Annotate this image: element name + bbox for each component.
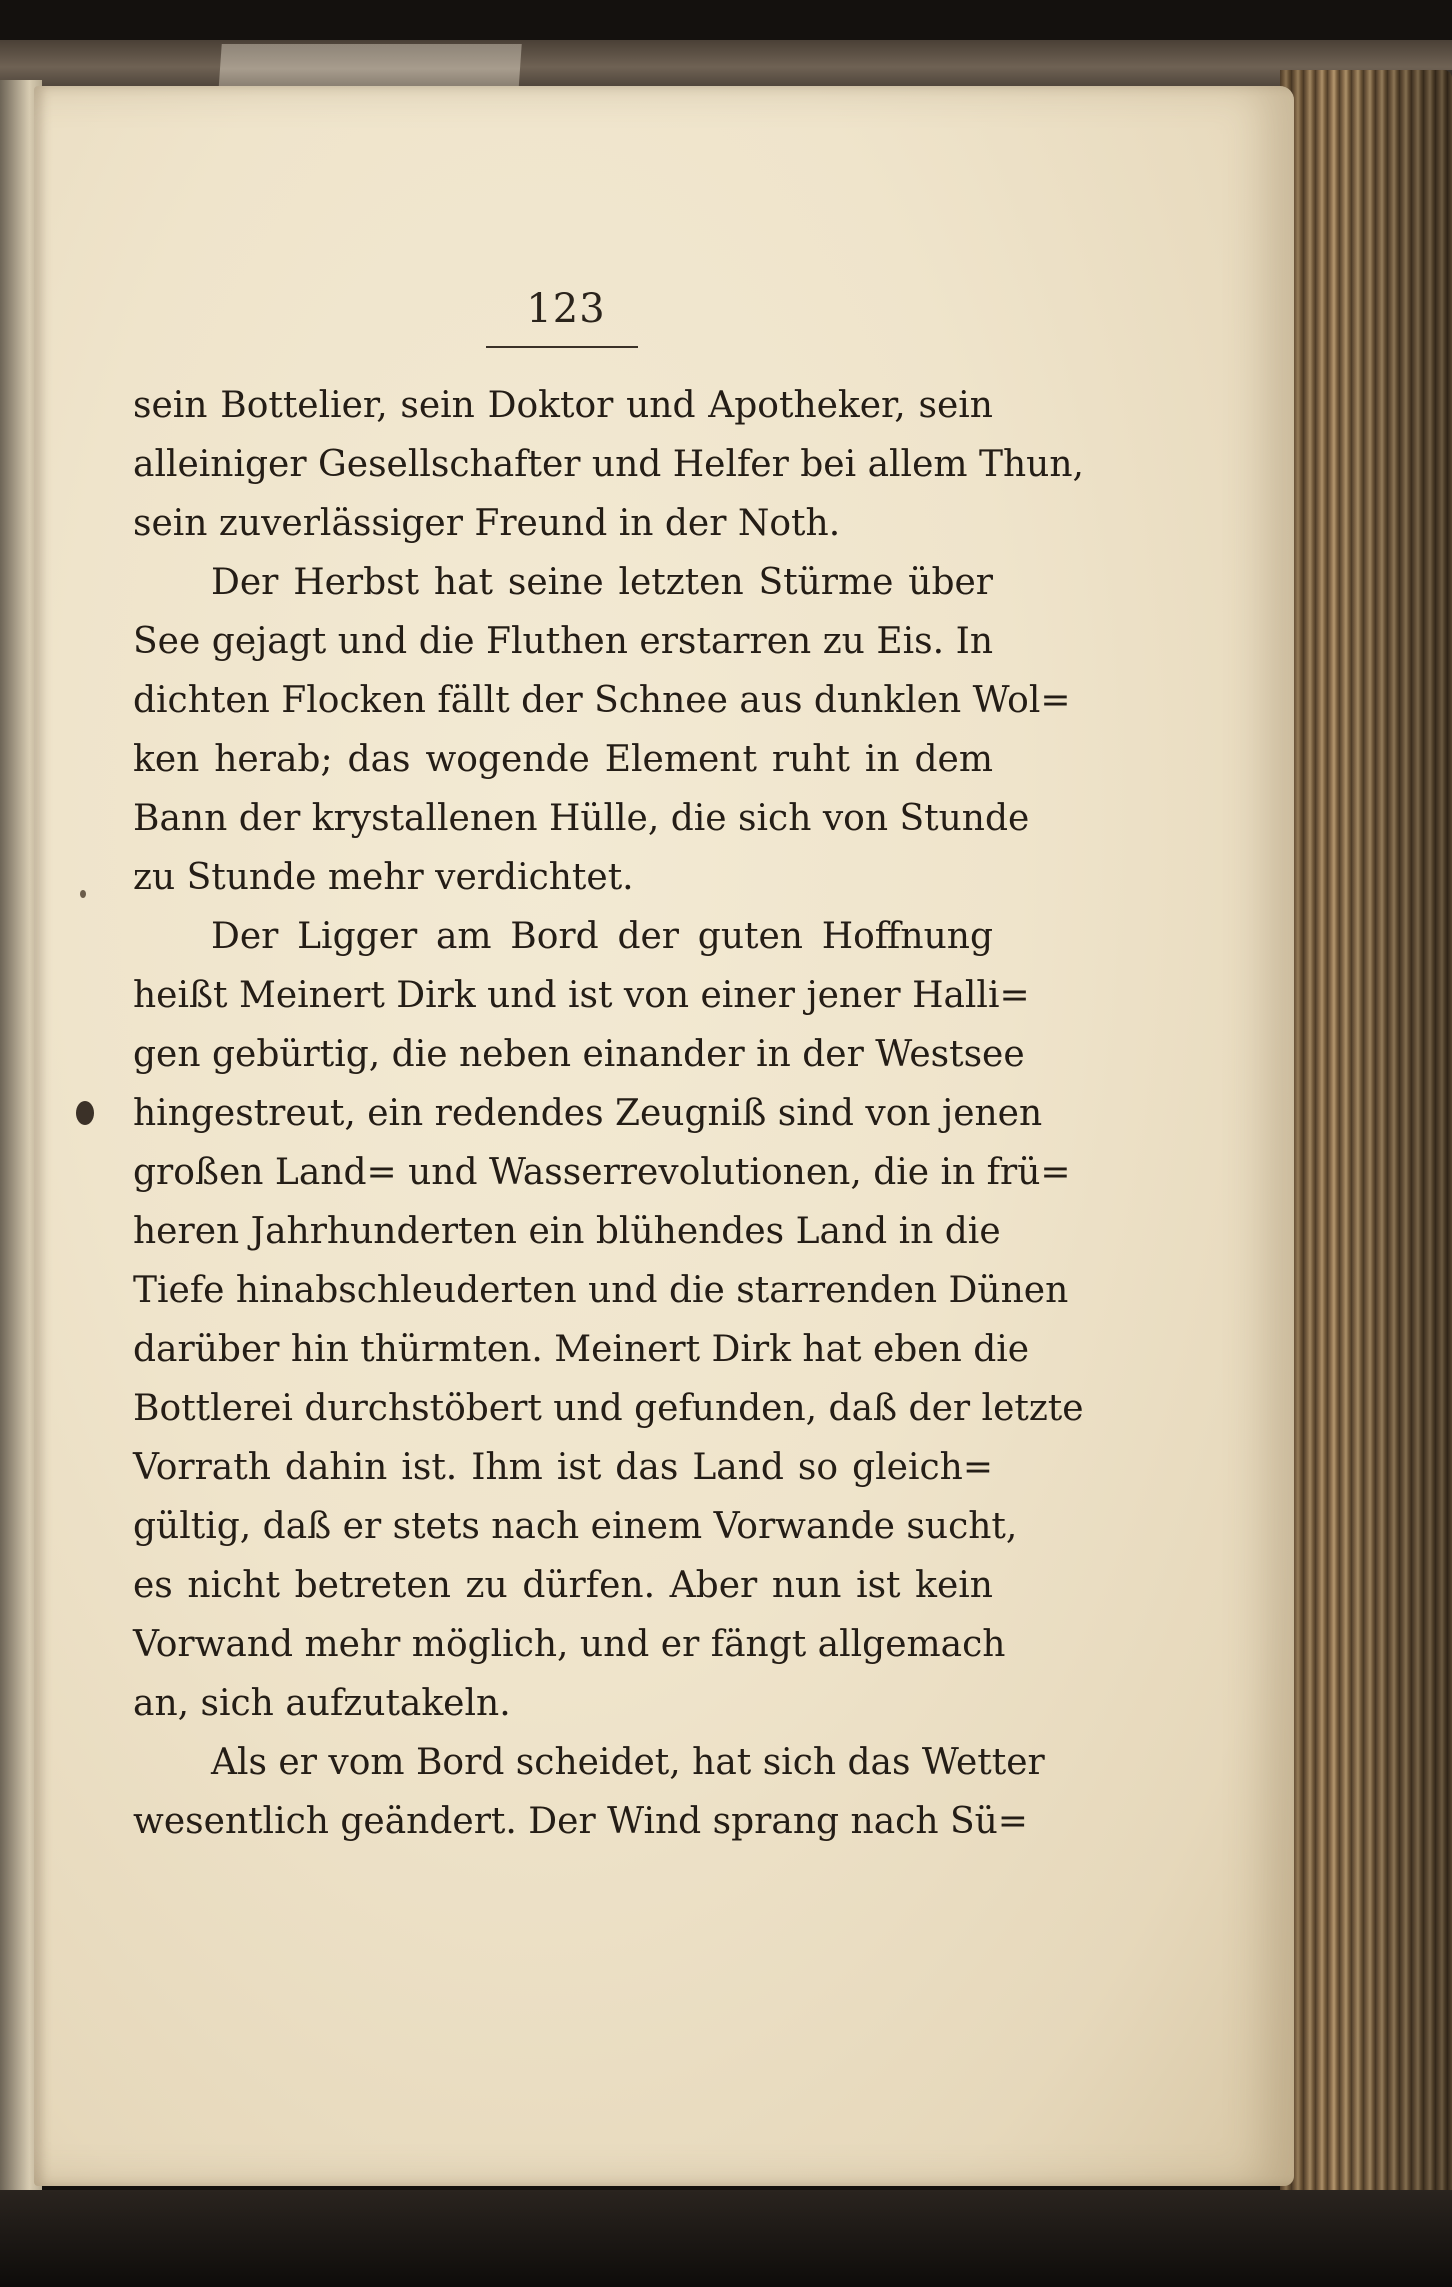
text-line: Der Herbst hat seine letzten Stürme über (211, 562, 993, 603)
text-line: sein Bottelier, sein Doktor und Apotheker, sein (133, 385, 993, 426)
text-line: Tiefe hinabschleuderten und die starrenden Dünen (133, 1270, 1069, 1311)
text-line: an, sich aufzutakeln. (133, 1683, 511, 1724)
text-line: Bottlerei durchstöbert und gefunden, daß der letzte (133, 1388, 1084, 1429)
text-line: Als er vom Bord scheidet, hat sich das Wetter (211, 1742, 1045, 1783)
text-line: dichten Flocken fällt der Schnee aus dunklen Wol= (133, 680, 1071, 721)
text-line: See gejagt und die Fluthen erstarren zu Eis. In (133, 621, 993, 662)
text-line: ken herab; das wogende Element ruht in dem (133, 739, 993, 780)
text-line: gültig, daß er stets nach einem Vorwande sucht, (133, 1506, 1018, 1547)
text-line: sein zuverlässiger Freund in der Noth. (133, 503, 841, 544)
text-line: es nicht betreten zu dürfen. Aber nun ist kein (133, 1565, 993, 1606)
text-line: zu Stunde mehr verdichtet. (133, 857, 634, 898)
text-line: Vorrath dahin ist. Ihm ist das Land so gleich= (133, 1447, 993, 1488)
fore-edge-shadow (1280, 70, 1452, 2200)
text-line: alleiniger Gesellschafter und Helfer bei allem Thun, (133, 444, 1084, 485)
text-line: Bann der krystallenen Hülle, die sich von Stunde (133, 798, 1030, 839)
bottom-background (0, 2190, 1452, 2287)
text-line: großen Land= und Wasserrevolutionen, die in frü= (133, 1152, 1071, 1193)
text-line: darüber hin thürmten. Meinert Dirk hat eben die (133, 1329, 1030, 1370)
text-line: wesentlich geändert. Der Wind sprang nach Sü= (133, 1801, 1028, 1842)
body-text (133, 376, 1084, 1851)
text-line: Der Ligger am Bord der guten Hoffnung (211, 916, 993, 957)
margin-ink-dot (76, 1101, 94, 1125)
text-line: heißt Meinert Dirk und ist von einer jener Halli= (133, 975, 1030, 1016)
page-number: 123 (526, 286, 606, 332)
text-line: hingestreut, ein redendes Zeugniß sind von jenen (133, 1093, 1043, 1134)
page-number-rule (486, 346, 638, 348)
text-line: Vorwand mehr möglich, und er fängt allgemach (133, 1624, 1006, 1665)
margin-speck (80, 890, 86, 898)
text-line: heren Jahrhunderten ein blühendes Land in die (133, 1211, 1001, 1252)
text-line: gen gebürtig, die neben einander in der Westsee (133, 1034, 1025, 1075)
